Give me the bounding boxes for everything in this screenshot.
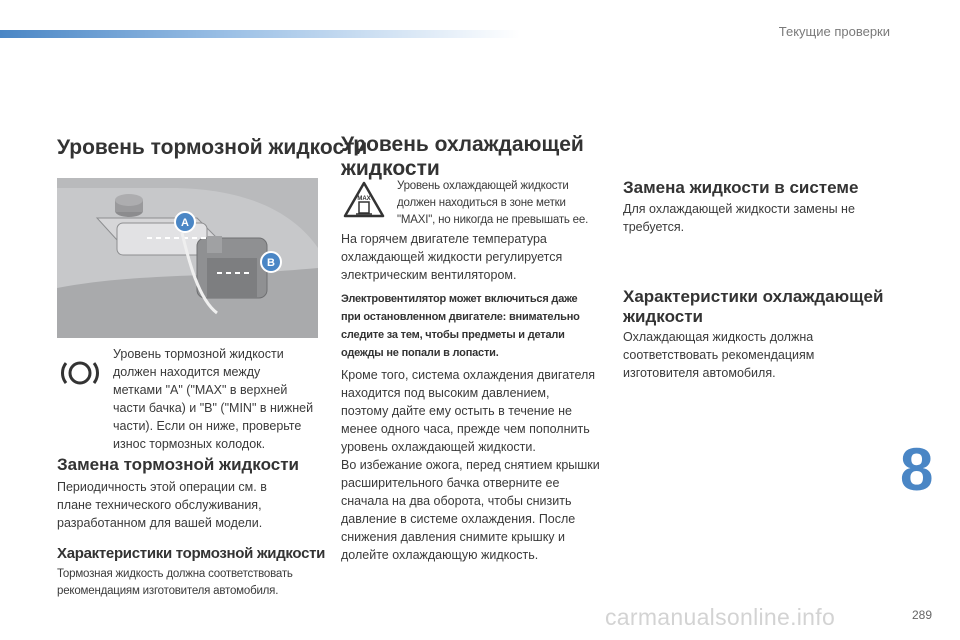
page-number: 289 bbox=[912, 608, 933, 622]
header-accent-bar bbox=[0, 30, 520, 38]
coolant-hot-engine-text: На горячем двигателе температура охлаждающей жидкости регулируется электрическим вентилятором. bbox=[341, 232, 563, 282]
watermark: carmanualsonline.info bbox=[605, 604, 836, 630]
chapter-number: 8 bbox=[900, 436, 934, 503]
brake-spec-text: Тормозная жидкость должна соответствовать рекомендациям изготовителя автомобиля. bbox=[57, 568, 293, 597]
coolant-spec-text: Охлаждающая жидкость должна соответствовать рекомендациям изготовителя автомобиля. bbox=[623, 330, 815, 380]
coolant-spec-title: Характеристики охлаждающей жидкости bbox=[623, 287, 884, 326]
fan-warning-text: Электровентилятор может включиться даже при остановленном двигателе: внимательно следите за тем, чтобы предметы и детали одежды не попали в лопасти. bbox=[341, 293, 580, 359]
brake-spec-title: Характеристики тормозной жидкости bbox=[57, 545, 326, 562]
coolant-level-text: Уровень охлаждающей жидкости должен находиться в зоне метки "MAXI", но никогда не превышать ее. bbox=[397, 180, 589, 226]
brake-warning-icon bbox=[60, 355, 100, 396]
brake-replace-title: Замена тормозной жидкости bbox=[57, 455, 299, 474]
svg-text:MAX: MAX bbox=[357, 196, 371, 202]
brake-reservoir-illustration bbox=[57, 178, 318, 338]
section-title: Текущие проверки bbox=[778, 24, 890, 39]
marker-a-label: A bbox=[181, 217, 189, 229]
marker-b-label: B bbox=[267, 257, 275, 269]
coolant-replace-text: Для охлаждающей жидкости замены не требуется. bbox=[623, 202, 855, 234]
coolant-title: Уровень охлаждающей жидкости bbox=[341, 133, 584, 180]
coolant-warning-icon bbox=[342, 180, 386, 227]
brake-fluid-title: Уровень тормозной жидкости bbox=[57, 136, 368, 159]
coolant-replace-title: Замена жидкости в системе bbox=[623, 178, 859, 197]
brake-replace-text: Периодичность этой операции см. в плане технического обслуживания, разработанном для вашей модели. bbox=[57, 480, 267, 530]
coolant-pressure-text: Кроме того, система охлаждения двигателя находится под высоким давлением, поэтому дайте ему остыть в течение не менее одного часа, прежде чем пополнить уровень охлаждающей жидкости. Во избежание ожога, перед снятием крышки расширительного бачка отверните ее сначала на два оборота, чтобы снизить давление в системе охлаждения. После снижения давления снимите крышку и долейте охлаждающую жидкость. bbox=[341, 368, 600, 562]
brake-level-text: Уровень тормозной жидкости должен находится между метками "A" ("MAX" в верхней части бачка) и "B" ("MIN" в нижней части). Если он ниже, проверьте износ тормозных колодок. bbox=[113, 347, 314, 451]
